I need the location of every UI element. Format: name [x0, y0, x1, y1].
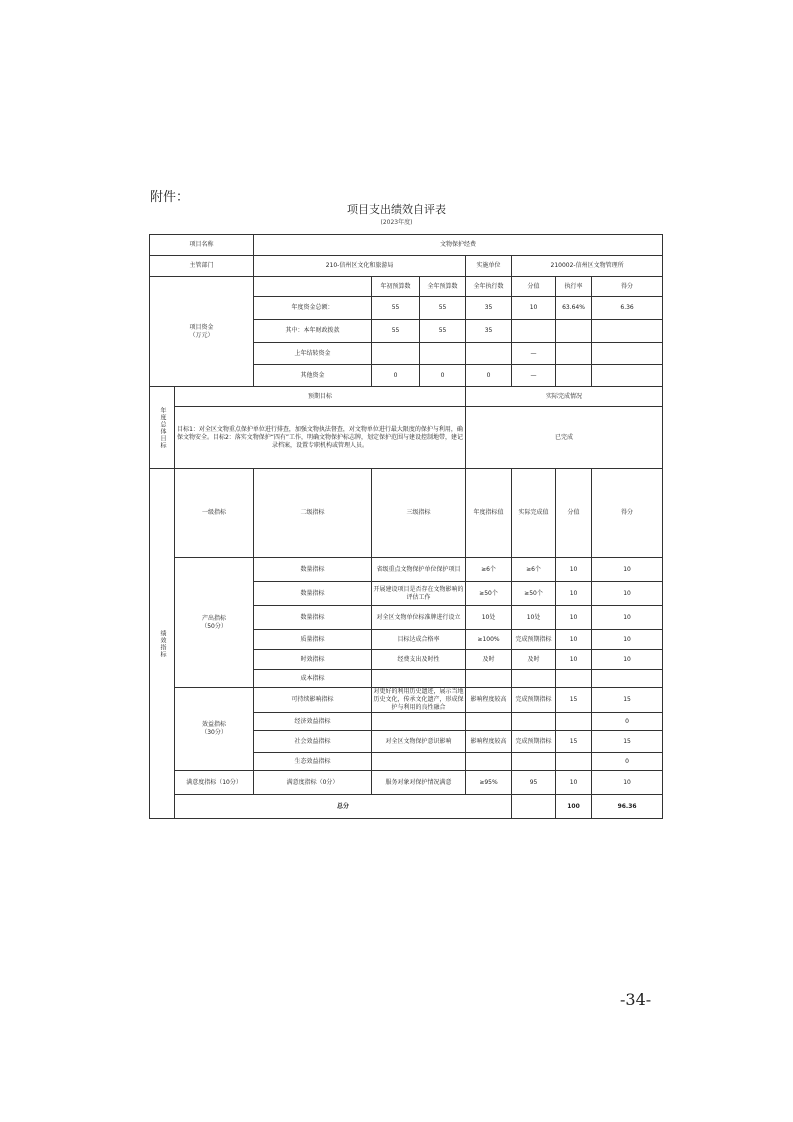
- perf-target: 及时: [466, 650, 512, 670]
- perf-header: 年度指标值: [466, 469, 512, 558]
- perf-l2: 成本指标: [254, 670, 372, 688]
- perf-target: 10处: [466, 606, 512, 630]
- funds-cell: [556, 365, 592, 387]
- funds-header: 全年预算数: [420, 277, 466, 297]
- funds-header: 分值: [512, 277, 556, 297]
- perf-l2: 生态效益指标: [254, 753, 372, 771]
- perf-l2: 时效指标: [254, 650, 372, 670]
- perf-header: 一级指标: [175, 469, 254, 558]
- perf-target: 影响程度较高: [466, 688, 512, 713]
- perf-got: 10: [592, 630, 663, 650]
- perf-score: [556, 753, 592, 771]
- perf-l3: [372, 753, 466, 771]
- funds-header: 得分: [592, 277, 663, 297]
- total-row: [150, 795, 663, 819]
- funds-cell: [592, 320, 663, 343]
- funds-cell: [592, 343, 663, 365]
- perf-got: 15: [592, 731, 663, 753]
- dept-row: [150, 256, 663, 277]
- perf-target: 影响程度较高: [466, 731, 512, 753]
- perf-actual: 95: [512, 771, 556, 795]
- actual-goal-label: 实际完成情况: [466, 387, 663, 407]
- perf-score: 15: [556, 731, 592, 753]
- page-number: -34-: [620, 990, 652, 1009]
- perf-l3: 目标达成合格率: [372, 630, 466, 650]
- funds-cell: —: [512, 365, 556, 387]
- output-label: 产出指标 （50分）: [175, 558, 254, 688]
- total-label: 总分: [175, 795, 512, 819]
- project-name-row: [150, 235, 663, 256]
- funds-header: 年初预算数: [372, 277, 420, 297]
- perf-score: 10: [556, 582, 592, 606]
- funds-header-blank: [254, 277, 372, 297]
- perf-actual: ≥50个: [512, 582, 556, 606]
- funds-cell: [592, 365, 663, 387]
- perf-actual: 完成预期指标: [512, 731, 556, 753]
- perf-l2: 数量指标: [254, 558, 372, 582]
- perf-actual: 及时: [512, 650, 556, 670]
- funds-row-label: 其中：本年财政拨款: [254, 320, 372, 343]
- perf-score: [556, 670, 592, 688]
- perf-score: 10: [556, 630, 592, 650]
- dept-value: 210-信州区文化和旅游局: [254, 256, 466, 277]
- impl-label: 实施单位: [466, 256, 512, 277]
- project-name-value: 文物保护经费: [254, 235, 663, 256]
- funds-cell: [556, 320, 592, 343]
- funds-cell: 0: [372, 365, 420, 387]
- perf-score: 10: [556, 606, 592, 630]
- funds-header: 执行率: [556, 277, 592, 297]
- funds-cell: 35: [466, 320, 512, 343]
- expected-goal-label: 预期目标: [175, 387, 466, 407]
- perf-l3: 服务对象对保护情况满意: [372, 771, 466, 795]
- funds-row-label: 上年结转资金: [254, 343, 372, 365]
- perf-l2: 经济效益指标: [254, 713, 372, 731]
- perf-side-label: 绩效指标: [150, 469, 175, 819]
- perf-l2: 数量指标: [254, 606, 372, 630]
- perf-l3: [372, 670, 466, 688]
- perf-l2: 满意度指标（0分）: [254, 771, 372, 795]
- perf-l2: 数量指标: [254, 582, 372, 606]
- funds-header: 全年执行数: [466, 277, 512, 297]
- perf-l3: 对更好的利用历史遗迹，展示当地历史文化，传承文化遗产，形成保护与利用的良性融合: [373, 688, 464, 711]
- perf-actual: ≥6个: [512, 558, 556, 582]
- perf-actual: [512, 670, 556, 688]
- funds-cell: 55: [420, 320, 466, 343]
- perf-target: ≥6个: [466, 558, 512, 582]
- funds-cell: 55: [420, 297, 466, 320]
- perf-actual: 完成预期指标: [512, 630, 556, 650]
- funds-cell: 0: [466, 365, 512, 387]
- effect-label: 效益指标 （30分）: [175, 688, 254, 771]
- funds-cell: [466, 343, 512, 365]
- perf-header-row: [150, 469, 663, 558]
- actual-goal-text: 已完成: [466, 407, 663, 469]
- funds-cell: [556, 343, 592, 365]
- perf-l3: 对全区文物单位标准牌进行设立: [372, 606, 466, 630]
- total-blank: [512, 795, 556, 819]
- funds-row-label: 其他资金: [254, 365, 372, 387]
- goals-header-row: [150, 387, 663, 407]
- funds-cell: 63.64%: [556, 297, 592, 320]
- perf-got: 10: [592, 650, 663, 670]
- funds-cell: [420, 343, 466, 365]
- funds-cell: —: [512, 343, 556, 365]
- project-name-label: 项目名称: [150, 235, 254, 256]
- perf-score: 15: [556, 688, 592, 713]
- total-got: 96.36: [592, 795, 663, 819]
- goals-label: 年度总体目标: [150, 387, 175, 469]
- satisfaction-label: 满意度指标（10分）: [175, 771, 254, 795]
- perf-target: ≥95%: [466, 771, 512, 795]
- funds-cell: 55: [372, 297, 420, 320]
- goals-row: [150, 407, 663, 469]
- perf-got: 10: [592, 558, 663, 582]
- funds-row-label: 年度资金总额：: [254, 297, 372, 320]
- perf-l3: 开展建设项目是否存在文物影响的评估工作: [372, 582, 466, 606]
- funds-header-row: [150, 277, 663, 297]
- perf-l3: 经费支出及时性: [372, 650, 466, 670]
- perf-l3: 省级重点文物保护单位保护项目: [372, 558, 466, 582]
- perf-got: 15: [592, 688, 663, 713]
- perf-target: ≥100%: [466, 630, 512, 650]
- total-score: 100: [556, 795, 592, 819]
- expected-goal-text: 目标1：对全区文物重点保护单位进行排查，加强文物执法督查，对文物单位进行最大限度的保护与利用，确保文物安全。目标2：落实文物保护“四有”工作，明确文物保护标志牌，划定保护范围与建设控制地带，建记录档案，设置专职机构或管理人员。: [175, 407, 466, 469]
- perf-row: [150, 688, 663, 713]
- perf-target: ≥50个: [466, 582, 512, 606]
- attachment-label: 附件：: [150, 190, 190, 205]
- perf-header: 实际完成值: [512, 469, 556, 558]
- perf-target: [466, 670, 512, 688]
- funds-cell: [372, 343, 420, 365]
- perf-l3: 对全区文物保护意识影响: [372, 731, 466, 753]
- funds-cell: 0: [420, 365, 466, 387]
- perf-score: 10: [556, 771, 592, 795]
- perf-actual: [512, 713, 556, 731]
- perf-target: [466, 753, 512, 771]
- perf-header: 二级指标: [254, 469, 372, 558]
- perf-actual: 10处: [512, 606, 556, 630]
- funds-cell: 10: [512, 297, 556, 320]
- perf-actual: 完成预期指标: [512, 688, 556, 713]
- perf-header: 得分: [592, 469, 663, 558]
- perf-header: 分值: [556, 469, 592, 558]
- perf-got: 10: [592, 582, 663, 606]
- table-year: (2023年度): [380, 219, 413, 226]
- perf-actual: [512, 753, 556, 771]
- perf-target: [466, 713, 512, 731]
- funds-cell: 6.36: [592, 297, 663, 320]
- perf-score: [556, 713, 592, 731]
- perf-row: [150, 771, 663, 795]
- perf-header: 三级指标: [372, 469, 466, 558]
- funds-cell: 35: [466, 297, 512, 320]
- perf-l2: 可持续影响指标: [254, 688, 372, 713]
- funds-cell: [512, 320, 556, 343]
- perf-got: 10: [592, 606, 663, 630]
- perf-got: 0: [592, 713, 663, 731]
- perf-row: [150, 558, 663, 582]
- table-title: 项目支出绩效自评表: [347, 203, 446, 216]
- perf-l2: 质量指标: [254, 630, 372, 650]
- perf-score: 10: [556, 558, 592, 582]
- funds-label: 项目资金 （万元）: [150, 277, 254, 387]
- perf-l2: 社会效益指标: [254, 731, 372, 753]
- perf-got: 10: [592, 771, 663, 795]
- performance-table: [149, 234, 663, 819]
- impl-value: 210002-信州区文物管理所: [512, 256, 663, 277]
- perf-l3: [372, 713, 466, 731]
- dept-label: 主管部门: [150, 256, 254, 277]
- perf-got: [592, 670, 663, 688]
- funds-cell: 55: [372, 320, 420, 343]
- perf-got: 0: [592, 753, 663, 771]
- perf-score: 10: [556, 650, 592, 670]
